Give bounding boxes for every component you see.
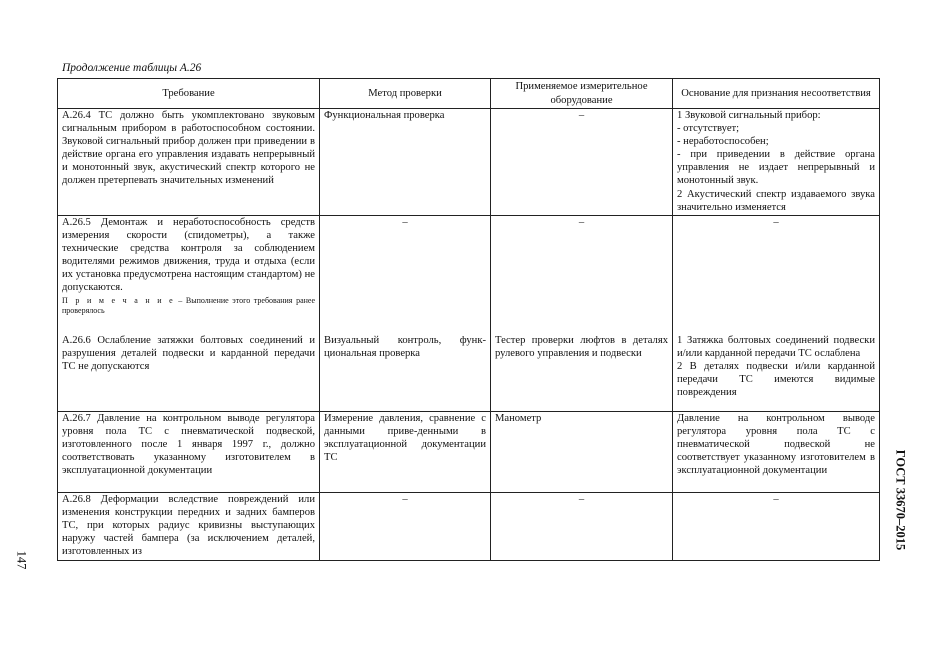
cell-requirement: А.26.7 Давление на контрольном выводе регулятора уровня пола ТС с пневматической подвеской, изготовленного после 1 января 1997 г., должно соответствовать указанному изготовителем в эксплуатационной документации bbox=[58, 412, 320, 493]
cell-equipment: Манометр bbox=[491, 412, 673, 493]
cell-method: Измерение давления, сравнение с данными приве-денными в эксплуатационной документации ТС bbox=[320, 412, 491, 493]
cell-equipment: Тестер проверки люфтов в деталях рулевого управления и подвески bbox=[491, 334, 673, 412]
basis-line: - неработоспособен; bbox=[677, 136, 769, 148]
cell-method: Функциональная проверка bbox=[320, 109, 491, 216]
basis-line: - отсутствует; bbox=[677, 123, 740, 135]
cell-method: – bbox=[320, 216, 491, 334]
requirement-text: А.26.5 Демонтаж и неработоспособность средств измерения скорости (спидометры), а также технические средства контроля за соблюдением водителями режимов движения, труда и отдыха (если их установка предусмотрена настоящим стандартом) не допускаются. bbox=[62, 217, 315, 294]
header-equipment: Применяемое измерительное оборудование bbox=[491, 79, 673, 109]
note-text: – Выполнение этого требования ранее проверялось bbox=[62, 295, 316, 315]
page-number: 147 bbox=[14, 550, 29, 570]
standard-id-vertical bbox=[893, 440, 907, 560]
header-method: Метод проверки bbox=[320, 79, 491, 109]
standard-id: ГОСТ 33670–2015 bbox=[893, 449, 908, 551]
basis-line: - при приведении в действие органа управления не издает непрерывный и монотонный звук. bbox=[677, 149, 875, 187]
table-row bbox=[58, 412, 880, 493]
basis-line: 1 Затяжка болтовых соединений подвески и/или карданной передачи ТС ослаблена bbox=[677, 334, 875, 359]
basis-line: 2 Акустический спектр издаваемого звука значительно изменяется bbox=[677, 188, 875, 213]
cell-requirement: А.26.4 ТС должно быть укомплектовано звуковым сигнальным прибором в работоспособном состоянии. Звуковой сигнальный прибор должен при приведении в действие органа его управления издавать непрерывный и монотонный звук, акустический спектр которого не должен претерпевать значительных изменений bbox=[58, 109, 320, 216]
table-row bbox=[58, 334, 880, 412]
basis-line: 1 Звуковой сигнальный прибор: bbox=[677, 110, 821, 121]
table-row bbox=[58, 493, 880, 561]
cell-requirement: А.26.6 Ослабление затяжки болтовых соединений и разрушения деталей подвески и карданной передачи ТС не допускаются bbox=[58, 334, 320, 412]
cell-basis bbox=[673, 334, 880, 412]
cell-method: Визуальный контроль, функ-циональная проверка bbox=[320, 334, 491, 412]
cell-method: – bbox=[320, 493, 491, 561]
requirements-table bbox=[57, 78, 880, 561]
table-caption: Продолжение таблицы А.26 bbox=[62, 62, 202, 74]
header-requirement: Требование bbox=[58, 79, 320, 109]
cell-basis: Давление на контрольном выводе регулятора уровня пола ТС с пневматической подвеской не соответствует указанному изготовителем в эксплуатационной документации bbox=[673, 412, 880, 493]
note bbox=[62, 296, 315, 316]
table-row bbox=[58, 109, 880, 216]
table-header-row bbox=[58, 79, 880, 109]
cell-basis: – bbox=[673, 493, 880, 561]
cell-basis: – bbox=[673, 216, 880, 334]
cell-basis bbox=[673, 109, 880, 216]
cell-equipment: – bbox=[491, 216, 673, 334]
page-number-vertical bbox=[14, 540, 28, 580]
cell-requirement bbox=[58, 216, 320, 334]
header-basis: Основание для признания несоответствия bbox=[673, 79, 880, 109]
cell-equipment: – bbox=[491, 493, 673, 561]
basis-line: 2 В деталях подвески и/или карданной передачи ТС имеются видимые повреждения bbox=[677, 360, 875, 398]
cell-equipment: – bbox=[491, 109, 673, 216]
cell-requirement: А.26.8 Деформации вследствие повреждений или изменения конструкции передних и задних бамперов ТС, при которых радиус кривизны выступающих наружу частей бампера (за исключением деталей, изготовленных из bbox=[58, 493, 320, 561]
note-label: П р и м е ч а н и е bbox=[62, 295, 175, 305]
table-row bbox=[58, 216, 880, 334]
